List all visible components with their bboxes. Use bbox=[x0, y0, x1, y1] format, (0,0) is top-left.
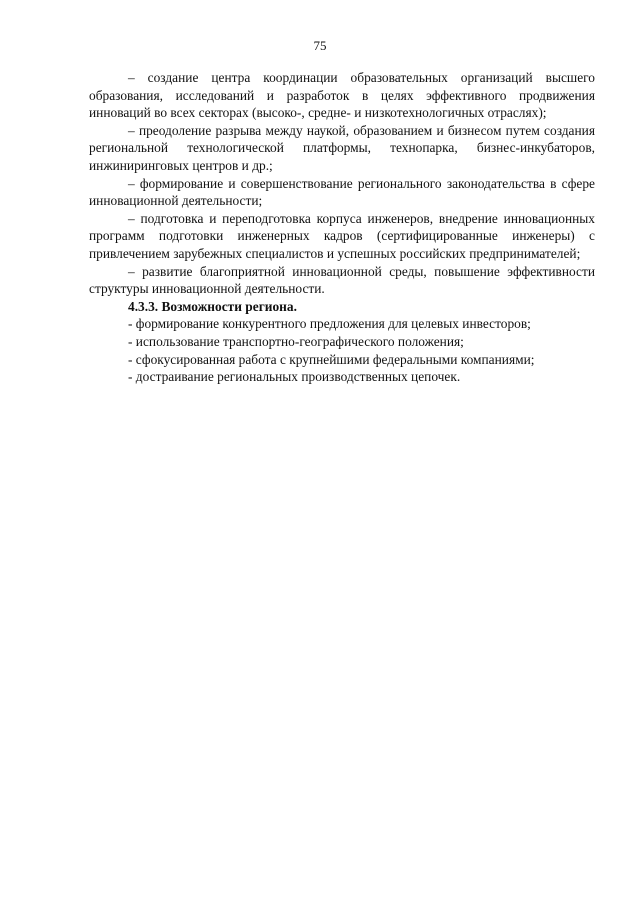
page-body bbox=[89, 69, 595, 386]
list-item: - использование транспортно-географического положения; bbox=[128, 333, 464, 349]
paragraph-coordination-center: – создание центра координации образовательных организаций высшего образования, исследований и разработок в целях эффективного продвижения инноваций во всех секторах (высоко-, средне- и низкотехнологичных отраслях); bbox=[89, 70, 595, 121]
paragraph-engineer-training: – подготовка и переподготовка корпуса инженеров, внедрение инновационных программ подготовки инженерных кадров (сертифицированные инженеры) с привлечением зарубежных специалистов и успешных российских предпринимателей; bbox=[89, 210, 595, 261]
list-item: - сфокусированная работа с крупнейшими федеральными компаниями; bbox=[128, 351, 535, 367]
page-number: 75 bbox=[313, 38, 327, 53]
list-item: - достраивание региональных производственных цепочек. bbox=[128, 369, 461, 385]
list-item: - формирование конкурентного предложения для целевых инвесторов; bbox=[128, 316, 531, 332]
section-heading: 4.3.3. Возможности региона. bbox=[128, 298, 297, 314]
paragraph-science-business-gap: – преодоление разрыва между наукой, образованием и бизнесом путем создания региональной технологической платформы, технопарка, бизнес-инкубаторов, инжиниринговых центров и др.; bbox=[89, 122, 595, 173]
paragraph-innovation-environment: – развитие благоприятной инновационной среды, повышение эффективности структуры инновационной деятельности. bbox=[89, 263, 595, 297]
paragraph-legislation: – формирование и совершенствование регионального законодательства в сфере инновационной деятельности; bbox=[89, 175, 595, 209]
